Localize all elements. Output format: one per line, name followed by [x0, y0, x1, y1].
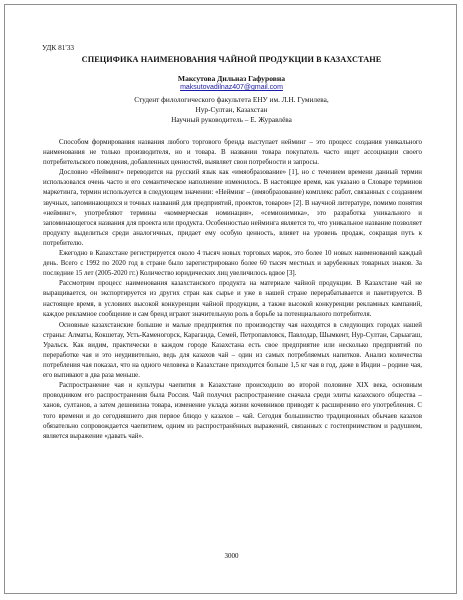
paper-title: СПЕЦИФИКА НАИМЕНОВАНИЯ ЧАЙНОЙ ПРОДУКЦИИ В КАЗАХСТАНЕ [81, 55, 382, 64]
paragraph: Ежегодно в Казахстане регистрируется около 4 тысяч новых торговых марок, это более 10 новых наименований каждый день. Всего с 1992 по 2020 год в стране было зарегистрировано более 60 тысяч местных и зарубежных товарных знаков. За последние 15 лет (2005-2020 гг.) Количество юридических лиц увеличилось вдвое [3]. [43, 250, 422, 278]
page-number: 3000 [224, 552, 239, 560]
affiliation-city: Нур-Султан, Казахстан [195, 105, 268, 114]
paragraph: Основные казахстанские большие и малые предприятия по производству чая находятся в следующих городах нашей страны: Алматы, Кокшетау, Усть-Каменогорск, Караганда, Семей, Петропавловск, Павлодар, Шымкент, Нур-Султан, Сарыагаш, Уральск. Как видим, практически в каждом городе Казахстана есть свое предприятие или несколько предприятий по переработке чая и это неудивительно, ведь для казахов чай – один из самых потребляемых напитков. Анализ количества потребления чая показал, что на одного человека в Казахстане приходится больше 1,5 кг чая в год, даже в Индии – родине чая, его выпивают в два раза меньше. [43, 321, 422, 380]
paragraph: Рассмотрим процесс наименования казахстанского продукта на материале чайной продукции. В Казахстане чай не выращивается, он экспортируется из других стран как сырье и уже в нашей стране перерабатывается и пакетируется. В настоящее время, в условиях высокой конкуренции чайной продукции, а также высокой конкуренции рекламных кампаний, каждое рекламное сообщение и сам бренд играют значительную роль в борьбе за потенциального потребителя. [43, 280, 422, 318]
udk-code: УДК 81'33 [42, 43, 75, 52]
affiliation-line: Студент филологического факультета ЕНУ им. Л.Н. Гумилева, [134, 95, 329, 104]
supervisor-line: Научный руководитель – Е. Журавлёва [171, 115, 292, 124]
author-name: Максутова Дильназ Гафуровна [177, 74, 286, 83]
author-email-link[interactable]: maksutovadilnaz407@gmail.com [180, 84, 283, 91]
paragraph: Распространение чая и культуры чаепития в Казахстане происходило во второй половине XIX века, основным проводником его распространения была Россия. Чай получил распространение сначала среди элиты казахского общества – ханов, султанов, а затем дешевизна товара, изменение уклада жизни кочевников приводят к расширению его употребления. С того времени и до сегодняшнего дня первое блюдо у казахов – чай. Сегодня большинство традиционных обычаев казахов обязательно сопровождается чаепитием, одним из распространённых выражений, связанных с гостеприимством и радушием, является выражение «давать чай». [43, 382, 422, 440]
paragraph: Дословно «Нейминг» переводится на русский язык как «имяобразование» [1], но с течением времени данный термин использовался очень часто и его семантическое наполнение изменилось. В настоящее время, как указано в Словаре терминов маркетинга, термин используется в следующем значении: «Нейминг – (имяобразование) комплекс работ, связанных с созданием звучных, запоминающихся и точных названий для предприятий, проектов, товаров» [2]. В научной литературе, помимо понятия «нейминг», употребляют термины «коммерческая номинация», «семионимика», это разработка уникального и запоминающегося названия для проекта или продукта. Особенностью нейминга является то, что уникальное название позволяет продукту выделиться среди аналогичных, придает ему особую ценность, влияет на уровень продаж, сокращая путь к потребителю. [43, 169, 422, 247]
paragraph: Способом формирования названия любого торгового бренда выступает нейминг – это процесс создания уникального наименования не только производителя, но и товара. В названии товара покупатель часто ищет ассоциации своего потребительского поведения, добавленных ценностей, выявляет свои потребности и запросы. [43, 139, 422, 167]
article-body [43, 138, 422, 442]
